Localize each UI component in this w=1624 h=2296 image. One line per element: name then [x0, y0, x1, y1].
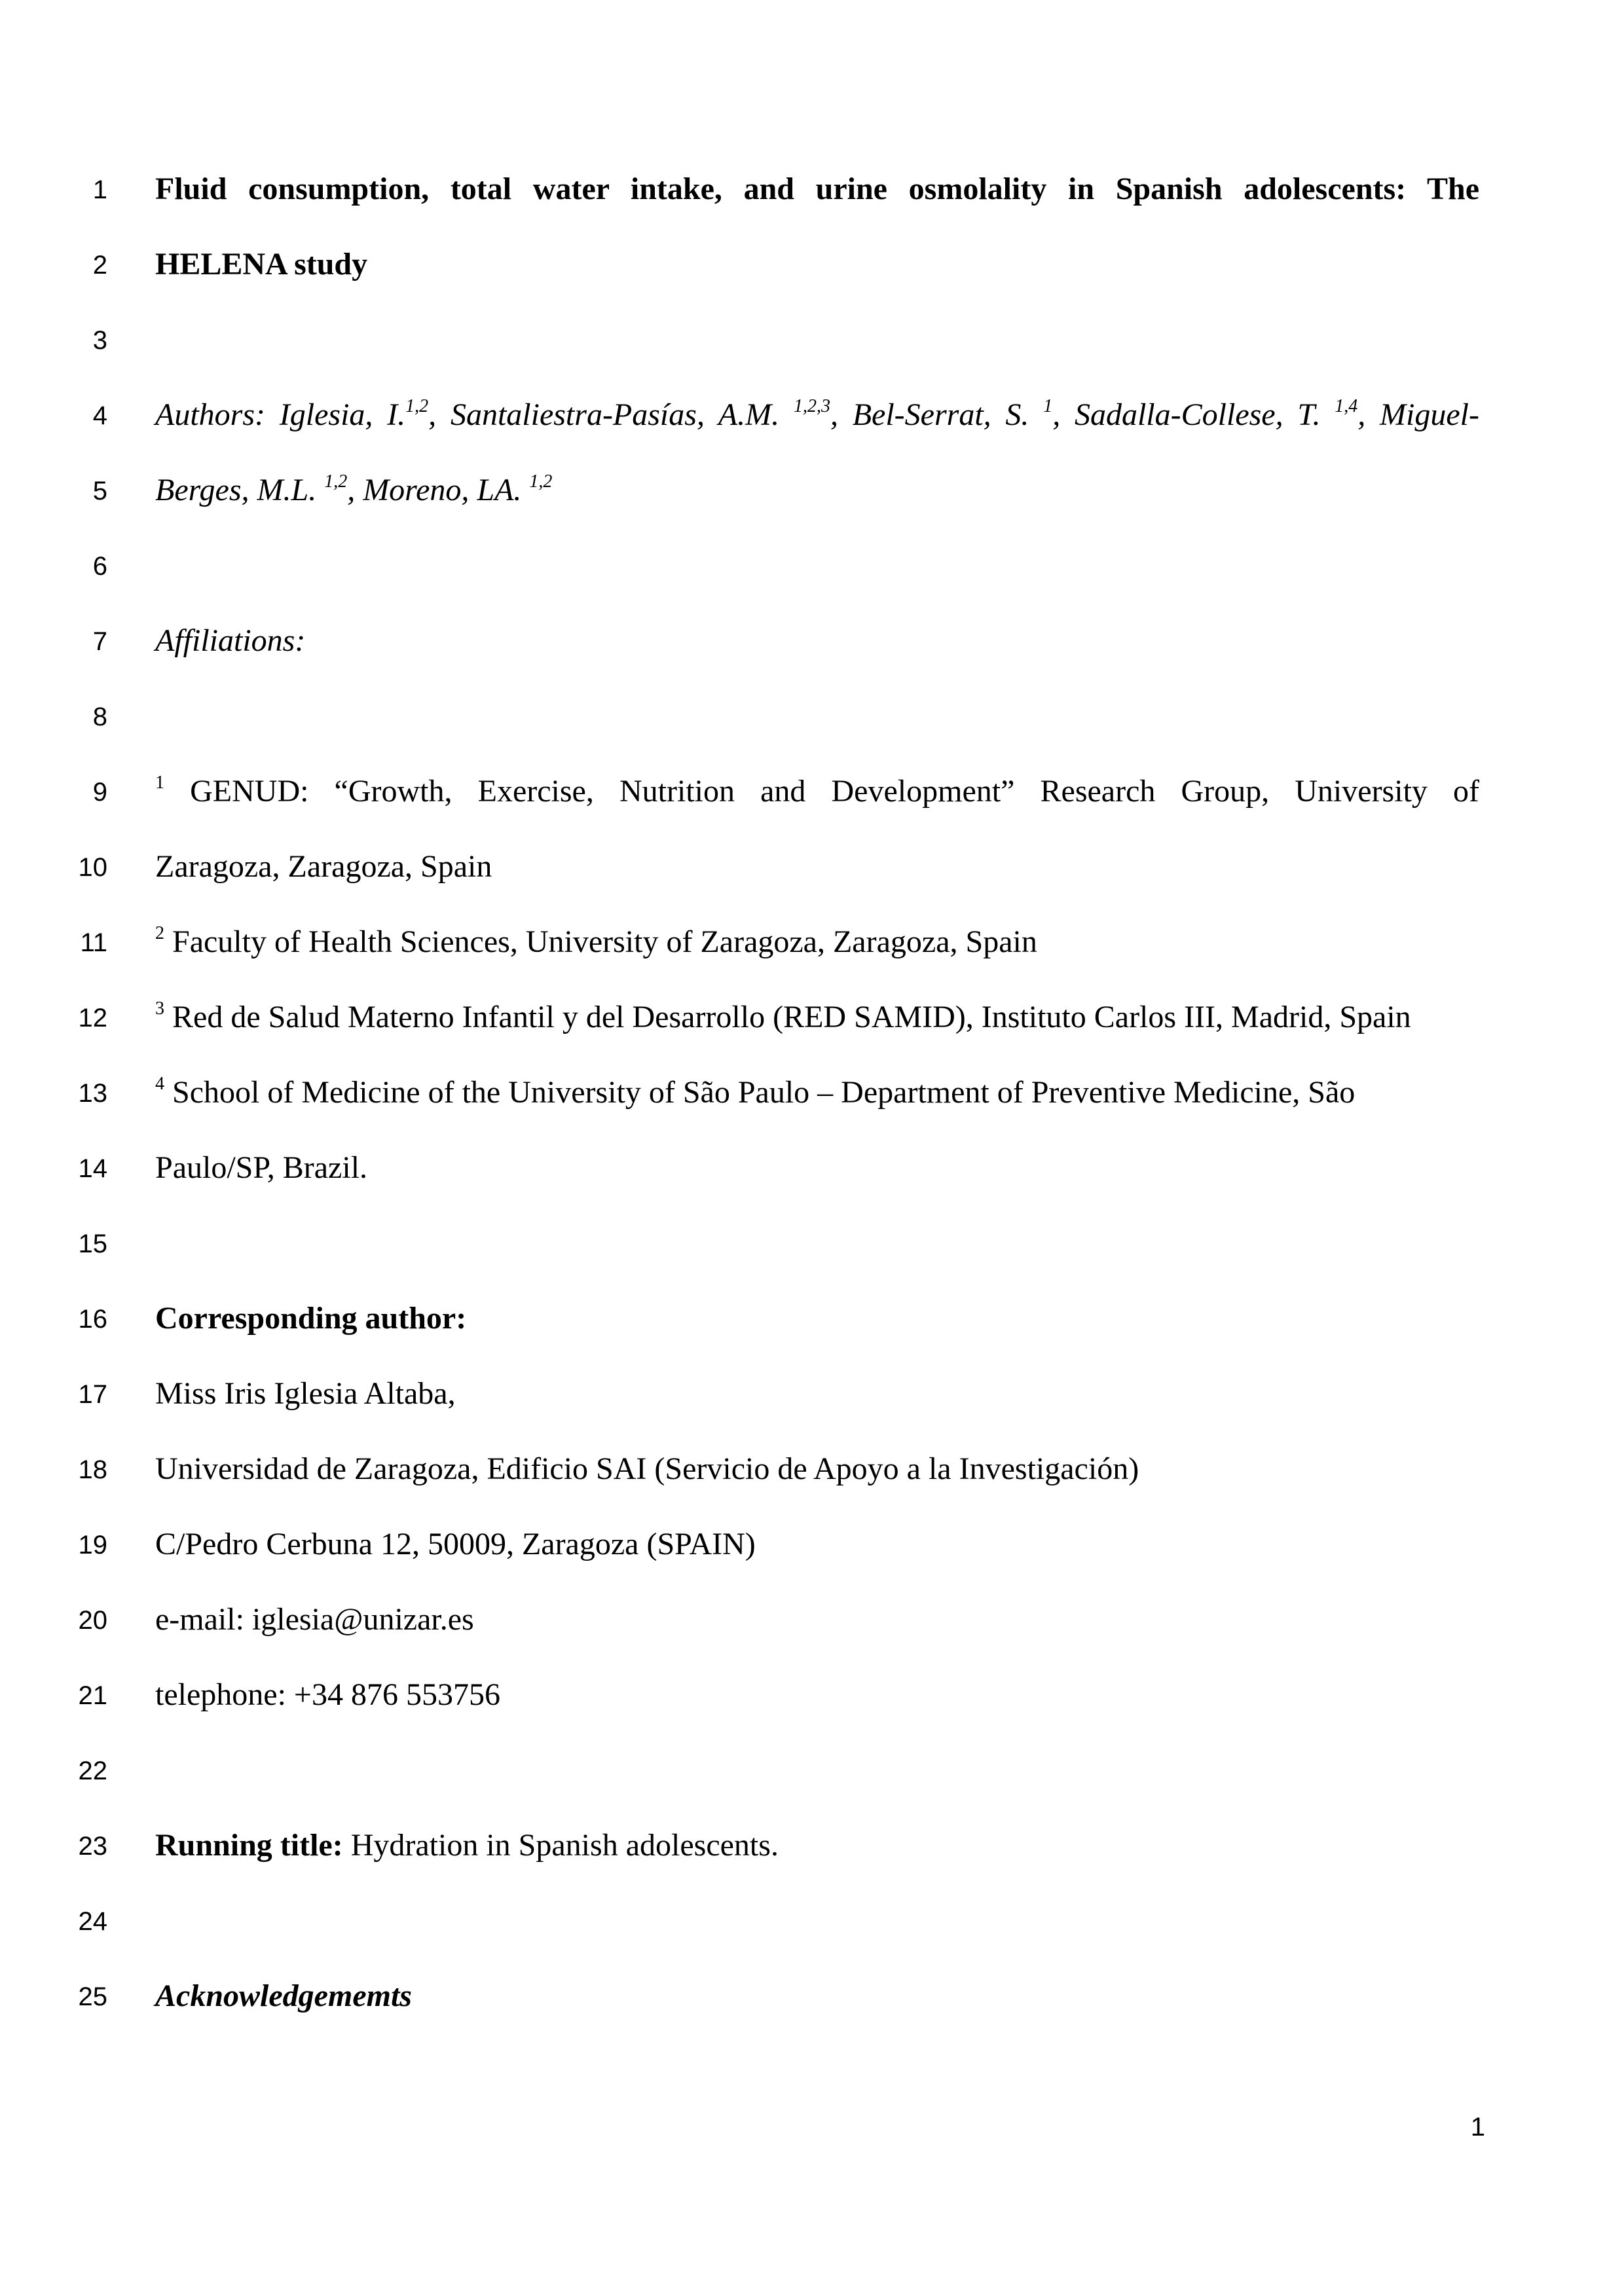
line-number: 1: [92, 175, 107, 204]
line-number: 24: [78, 1907, 107, 1936]
corresponding-institution: Universidad de Zaragoza, Edificio SAI (Servicio de Apoyo a la Investigación): [155, 1451, 1139, 1486]
affiliation-3: [155, 998, 1479, 1034]
paper-title-line-1: Fluid consumption, total water intake, and urine osmolality in Spanish adolescents: The: [155, 172, 1479, 206]
line-number: 25: [78, 1982, 107, 2011]
affiliation-4-line-1: [155, 1074, 1479, 1110]
affiliation-4-line-2: Paulo/SP, Brazil.: [155, 1150, 368, 1185]
line-number: 20: [78, 1606, 107, 1635]
line-number: 17: [78, 1380, 107, 1409]
author-miguel-part2: Berges, M.L.: [155, 473, 325, 507]
line-number: 10: [78, 853, 107, 882]
corresponding-address: C/Pedro Cerbuna 12, 50009, Zaragoza (SPAIN): [155, 1527, 756, 1561]
page-number: 1: [1470, 2113, 1485, 2141]
line-number: 16: [78, 1305, 107, 1334]
author-iglesia: Authors: Iglesia, I.: [155, 397, 406, 432]
affiliation-2: [155, 923, 1479, 959]
author-iglesia-affil: 1,2: [405, 396, 429, 416]
acknowledgements-heading: Acknowledgememts: [155, 1978, 412, 2013]
line-number: 9: [92, 778, 107, 807]
affiliation-4-number: 4: [155, 1074, 164, 1094]
affiliation-2-text: Faculty of Health Sciences, University of Zaragoza, Zaragoza, Spain: [172, 924, 1037, 959]
author-sadalla-affil: 1,4: [1335, 396, 1358, 416]
line-number: 8: [92, 702, 107, 731]
affiliation-3-text: Red de Salud Materno Infantil y del Desarrollo (RED SAMID), Instituto Carlos III, Madrid, Spain: [172, 1000, 1411, 1034]
affiliation-4-text: School of Medicine of the University of São Paulo – Department of Preventive Medicine, São: [172, 1075, 1356, 1110]
authors-line-2: [155, 471, 1479, 507]
author-miguel-affil: 1,2: [324, 471, 348, 492]
line-number: 6: [92, 552, 107, 581]
line-number: 3: [92, 326, 107, 355]
affiliation-1-line-2: Zaragoza, Zaragoza, Spain: [155, 849, 492, 884]
paper-title-line-2: HELENA study: [155, 247, 368, 282]
line-number: 21: [78, 1681, 107, 1710]
affiliation-3-number: 3: [155, 998, 164, 1019]
corresponding-email: e-mail: iglesia@unizar.es: [155, 1602, 474, 1637]
author-santaliestra-affil: 1,2,3: [793, 396, 830, 416]
running-title: [155, 1830, 1479, 1861]
line-number: 11: [80, 928, 107, 957]
corresponding-heading: Corresponding author:: [155, 1301, 467, 1336]
corresponding-telephone: telephone: +34 876 553756: [155, 1677, 500, 1712]
author-sadalla: , Sadalla-Collese, T.: [1052, 397, 1335, 432]
line-number: 18: [78, 1455, 107, 1484]
line-number: 5: [92, 477, 107, 505]
line-number: 19: [78, 1531, 107, 1559]
affiliations-heading: Affiliations:: [155, 623, 306, 658]
affiliation-1-line-1: [155, 773, 1480, 809]
line-number: 15: [78, 1230, 107, 1258]
author-santaliestra: , Santaliestra-Pasías, A.M.: [428, 397, 794, 432]
corresponding-name: Miss Iris Iglesia Altaba,: [155, 1376, 456, 1411]
line-number: 13: [78, 1079, 107, 1108]
author-miguel-part1: , Miguel-: [1357, 397, 1479, 432]
line-number: 14: [78, 1154, 107, 1183]
line-number: 12: [78, 1004, 107, 1032]
running-title-label: Running title:: [155, 1828, 343, 1863]
author-moreno-affil: 1,2: [529, 471, 553, 492]
line-number: 4: [92, 401, 107, 430]
affiliation-1-text: GENUD: “Growth, Exercise, Nutrition and Development” Research Group, University of: [190, 774, 1480, 809]
author-bel-serrat-affil: 1: [1043, 396, 1053, 416]
affiliation-1-number: 1: [155, 773, 164, 793]
line-number: 22: [78, 1757, 107, 1785]
authors-line-1: [155, 396, 1479, 432]
line-number: 7: [92, 627, 107, 656]
author-bel-serrat: , Bel-Serrat, S.: [830, 397, 1044, 432]
line-number: 23: [78, 1832, 107, 1861]
running-title-value: Hydration in Spanish adolescents.: [342, 1828, 779, 1863]
affiliation-2-number: 2: [155, 923, 164, 943]
author-moreno: , Moreno, LA.: [347, 473, 530, 507]
line-number: 2: [92, 251, 107, 280]
